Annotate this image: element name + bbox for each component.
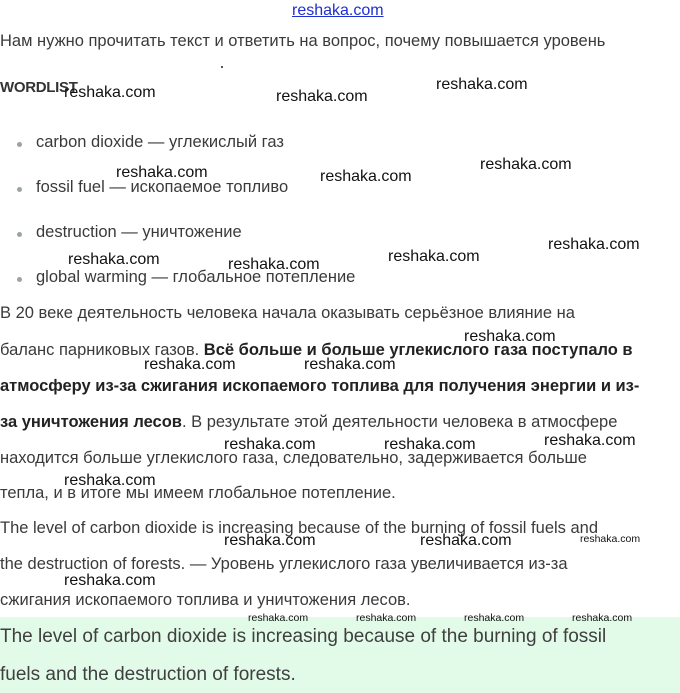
paragraph-bold: Всё больше и больше углекислого газа поступало в xyxy=(203,341,633,359)
watermark: reshaka.com xyxy=(64,472,156,489)
watermark: reshaka.com xyxy=(580,533,641,545)
paragraph-line: В 20 веке деятельность человека начала оказывать серьёзное влияние на xyxy=(0,304,575,322)
translation-line: сжигания ископаемого топлива и уничтожения лесов. xyxy=(0,591,411,609)
paragraph-text: . В результате этой деятельности человека в атмосфере xyxy=(181,413,618,431)
wordlist-item: global warming — глобальное потепление xyxy=(36,268,356,286)
watermark: reshaka.com xyxy=(116,164,208,181)
translation-line: the destruction of forests. — Уровень углекислого газа увеличивается из-за xyxy=(0,555,568,573)
watermark: reshaka.com xyxy=(248,612,309,624)
watermark: reshaka.com xyxy=(388,248,480,265)
translation-line: The level of carbon dioxide is increasing because of the burning of fossil fuels and xyxy=(0,519,599,537)
paragraph-line: находится больше углекислого газа, следовательно, задерживается больше xyxy=(0,449,587,467)
paragraph-line xyxy=(0,412,617,432)
watermark: reshaka.com xyxy=(356,612,417,624)
paragraph-bold-line: атмосферу из-за сжигания ископаемого топлива для получения энергии и из- xyxy=(0,377,640,395)
watermark: reshaka.com xyxy=(64,84,156,101)
watermark: reshaka.com xyxy=(436,76,528,93)
answer-line: fuels and the destruction of forests. xyxy=(0,664,296,685)
bullet-icon xyxy=(17,142,22,147)
watermark: reshaka.com xyxy=(224,532,316,549)
wordlist-item: destruction — уничтожение xyxy=(36,223,242,241)
answer-box xyxy=(0,617,680,693)
answer-line: The level of carbon dioxide is increasing because of the burning of fossil xyxy=(0,626,607,647)
site-link[interactable]: reshaka.com xyxy=(292,2,384,19)
watermark: reshaka.com xyxy=(68,251,160,268)
paragraph-text: баланс парниковых газов. xyxy=(0,341,204,359)
paragraph-line: тепла, и в итоге мы имеем глобальное потепление. xyxy=(0,484,396,502)
watermark: reshaka.com xyxy=(548,236,640,253)
watermark: reshaka.com xyxy=(320,168,412,185)
watermark: reshaka.com xyxy=(144,356,236,373)
bullet-icon xyxy=(17,277,22,282)
wordlist-item: fossil fuel — ископаемое топливо xyxy=(36,178,289,196)
intro-text: Нам нужно прочитать текст и ответить на вопрос, почему повышается уровень xyxy=(0,32,606,50)
watermark: reshaka.com xyxy=(228,256,320,273)
watermark: reshaka.com xyxy=(480,156,572,173)
bullet-icon xyxy=(17,232,22,237)
bullet-icon xyxy=(17,187,22,192)
watermark: reshaka.com xyxy=(464,612,525,624)
watermark: reshaka.com xyxy=(384,436,476,453)
wordlist-item: carbon dioxide — углекислый газ xyxy=(36,133,284,151)
watermark: reshaka.com xyxy=(544,432,636,449)
stray-dot xyxy=(221,66,223,68)
watermark: reshaka.com xyxy=(572,612,633,624)
watermark: reshaka.com xyxy=(224,436,316,453)
watermark: reshaka.com xyxy=(64,572,156,589)
watermark: reshaka.com xyxy=(304,356,396,373)
watermark: reshaka.com xyxy=(420,532,512,549)
watermark: reshaka.com xyxy=(276,88,368,105)
watermark: reshaka.com xyxy=(464,328,556,345)
paragraph-bold: за уничтожения лесов xyxy=(0,413,182,431)
wordlist-title: WORDLIST xyxy=(0,79,78,96)
